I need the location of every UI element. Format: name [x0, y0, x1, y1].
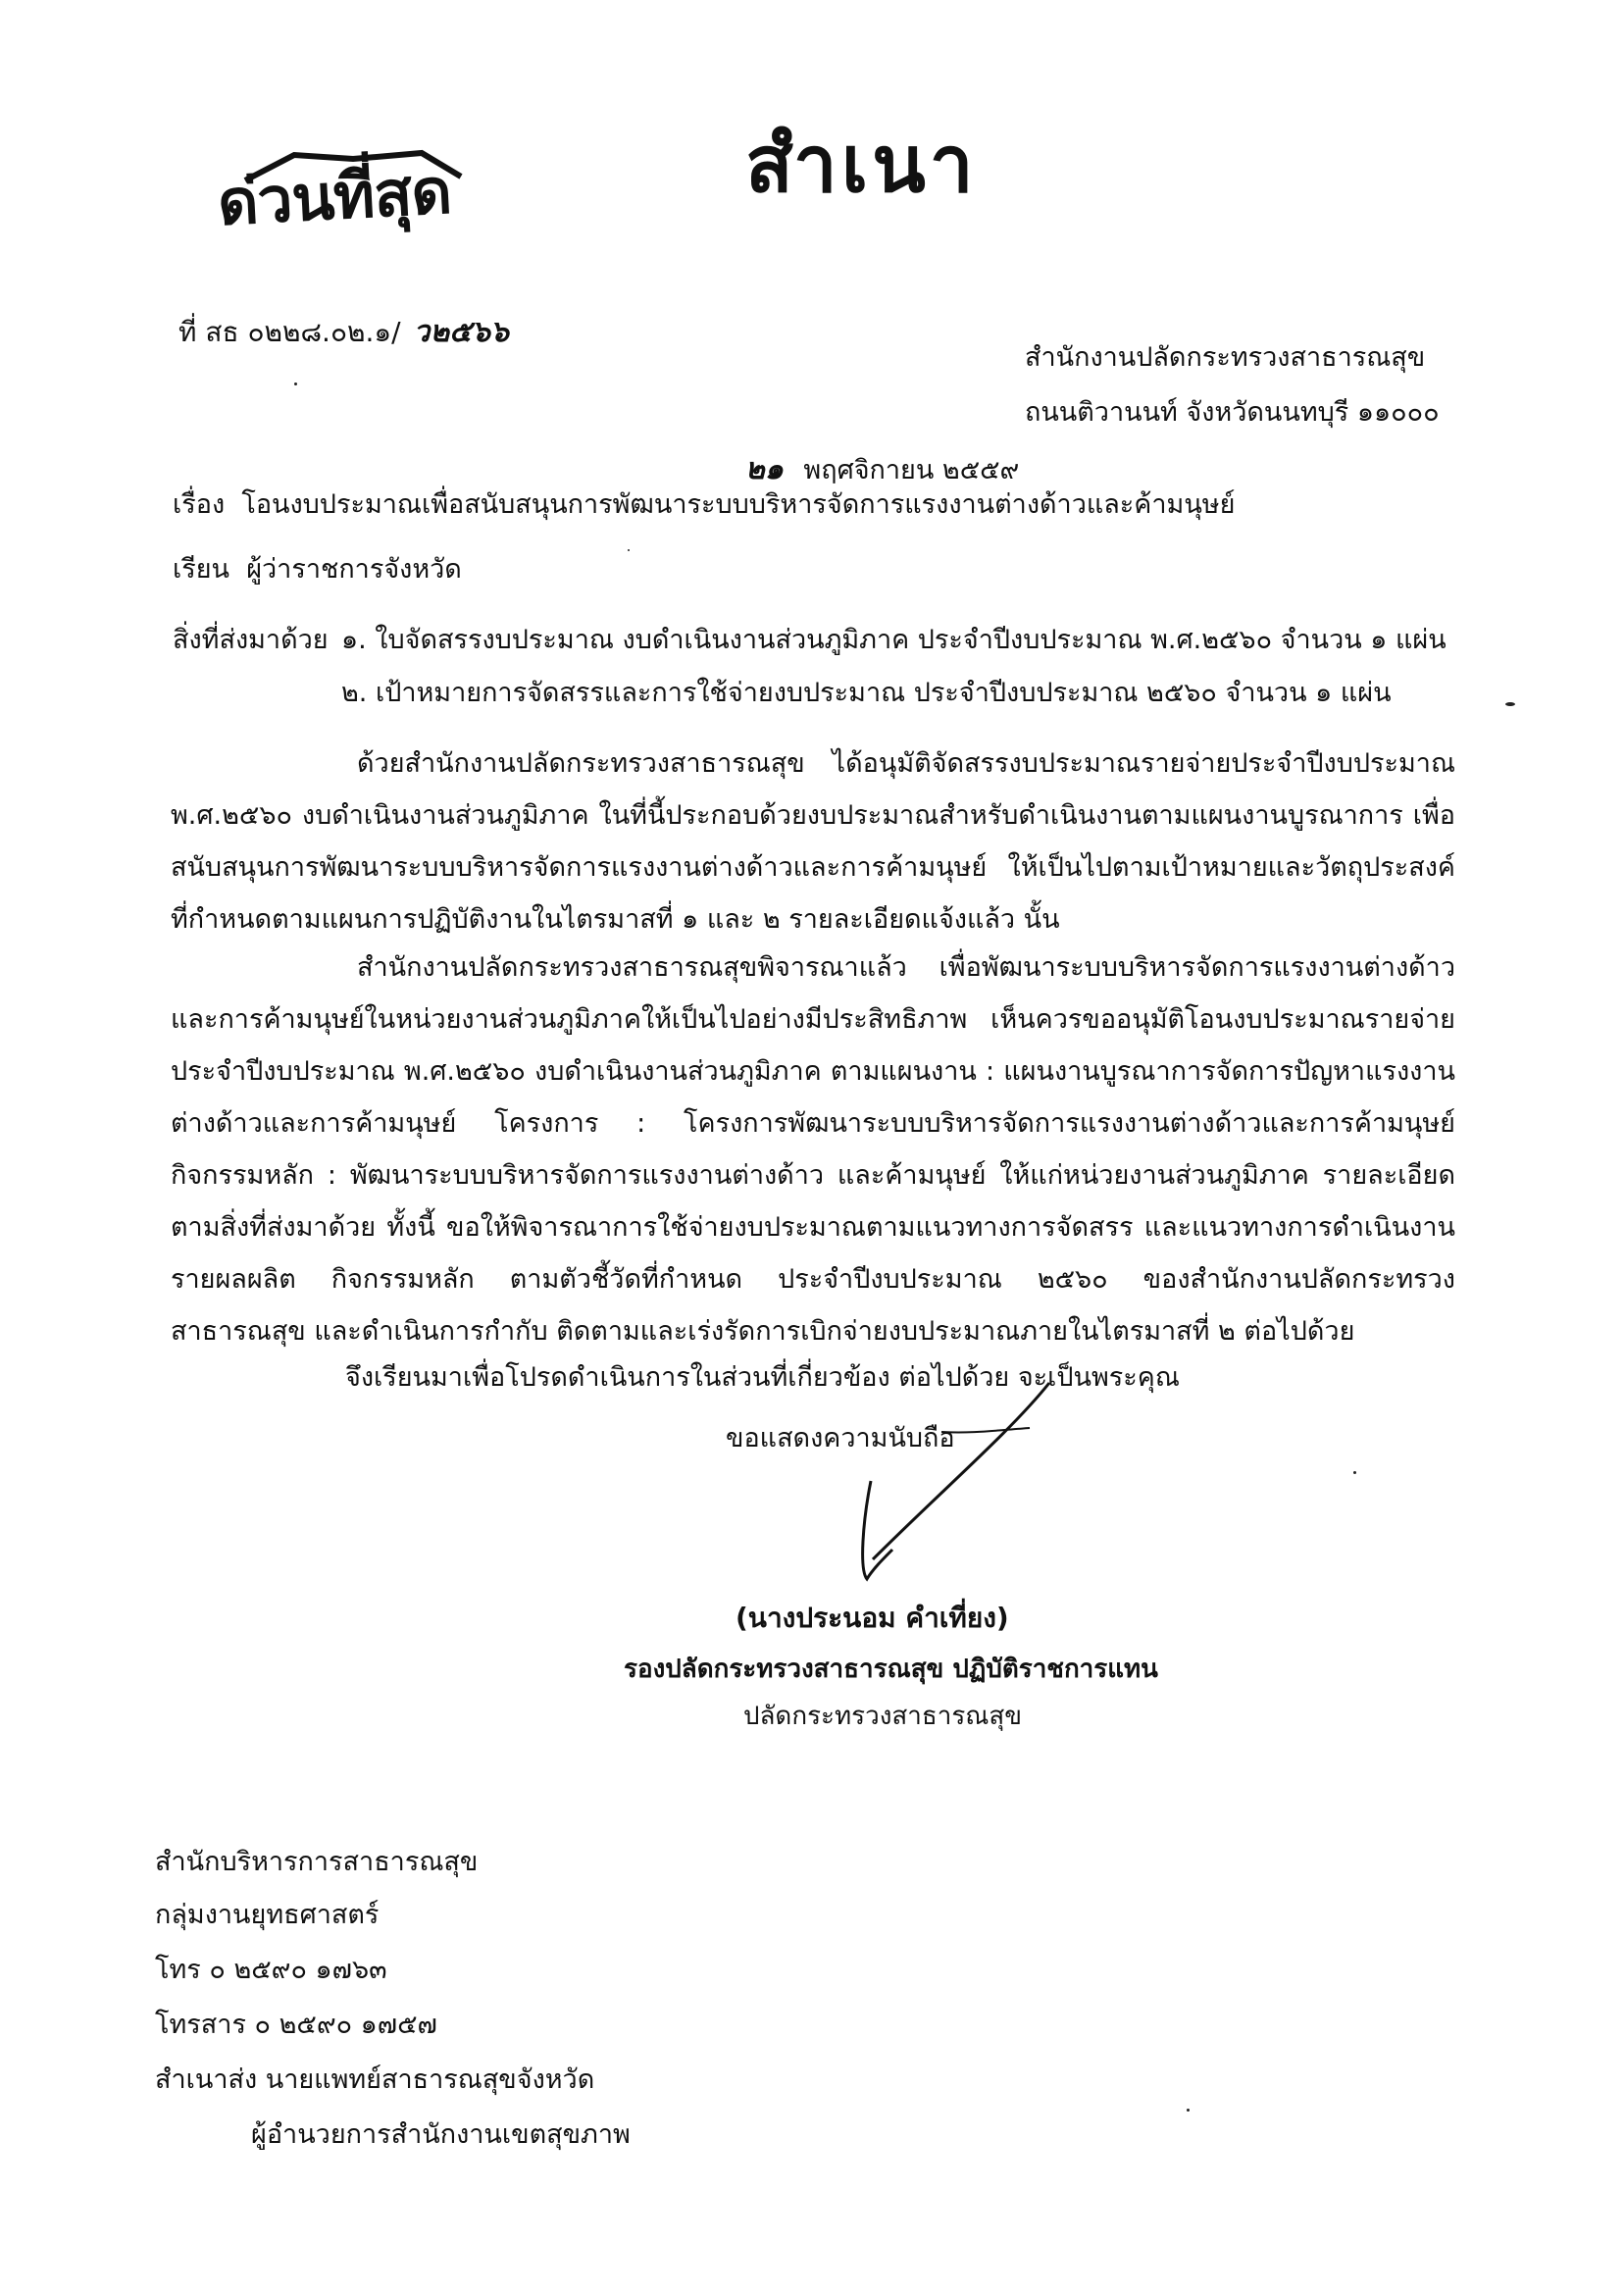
enclosure-item: ๒. เป้าหมายการจัดสรรและการใช้จ่ายงบประมาณ ประจำปีงบประมาณ ๒๕๖๐ จำนวน ๑ แผ่น — [341, 678, 1392, 708]
date-month-year: พฤศจิกายน ๒๕๕๙ — [803, 455, 1020, 485]
body-paragraph-2: สำนักงานปลัดกระทรวงสาธารณสุขพิจารณาแล้ว เพื่อพัฒนาระบบบริหารจัดการแรงงานต่างด้าวและการค้ามนุษย์ในหน่วยงานส่วนภูมิภาคให้เป็นไปอย่างมีประสิทธิภาพ เห็นควรขออนุมัติโอนงบประมาณรายจ่ายประจำปีงบประมาณ พ.ศ.๒๕๖๐ งบดำเนินงานส่วนภูมิภาค ตามแผนงาน : แผนงานบูรณาการจัดการปัญหาแรงงานต่างด้าวและการค้ามนุษย์ โครงการ : โครงการพัฒนาระบบบริหารจัดการแรงงานต่างด้าวและการค้ามนุษย์ กิจกรรมหลัก : พัฒนาระบบบริหารจัดการแรงงานต่างด้าว และค้ามนุษย์ ให้แก่หน่วยงานส่วนภูมิภาค รายละเอียดตามสิ่งที่ส่งมาด้วย ทั้งนี้ ขอให้พิจารณาการใช้จ่ายงบประมาณตามแนวทางการจัดสรร และแนวทางการดำเนินงาน รายผลผลิต กิจกรรมหลัก ตามตัวชี้วัดที่กำหนด ประจำปีงบประมาณ ๒๕๖๐ ของสำนักงานปลัดกระทรวงสาธารณสุข และดำเนินการกำกับ ติดตามและเร่งรัดการเบิกจ่ายงบประมาณภายในไตรมาสที่ ๒ ต่อไปด้วย — [171, 952, 1455, 1347]
subject-label: เรื่อง — [173, 489, 226, 520]
signatory-position-on-behalf: ปลัดกระทรวงสาธารณสุข — [743, 1702, 1023, 1731]
subject-line — [173, 488, 1235, 522]
scan-speck — [294, 382, 297, 385]
sender-organization: สำนักงานปลัดกระทรวงสาธารณสุข — [1025, 342, 1426, 373]
signature-icon — [824, 1373, 1118, 1608]
document-number — [178, 314, 509, 351]
subject-text: โอนงบประมาณเพื่อสนับสนุนการพัฒนาระบบบริหารจัดการแรงงานต่างด้าวและค้ามนุษย์ — [241, 489, 1236, 520]
document-date — [745, 451, 1019, 488]
body-paragraph-1: ด้วยสำนักงานปลัดกระทรวงสาธารณสุข ได้อนุมัติจัดสรรงบประมาณรายจ่ายประจำปีงบประมาณ พ.ศ.๒๕๖๐ งบดำเนินงานส่วนภูมิภาค ในที่นี้ประกอบด้วยงบประมาณสำหรับดำเนินงานตามแผนงานบูรณาการ เพื่อสนับสนุนการพัฒนาระบบบริหารจัดการแรงงานต่างด้าวและการค้ามนุษย์ ให้เป็นไปตามเป้าหมายและวัตถุประสงค์ที่กำหนดตามแผนการปฏิบัติงานในไตรมาสที่ ๑ และ ๒ รายละเอียดแจ้งแล้ว นั้น — [171, 748, 1455, 935]
closing-sentence: จึงเรียนมาเพื่อโปรดดำเนินการในส่วนที่เกี่ยวข้อง ต่อไปด้วย จะเป็นพระคุณ — [345, 1362, 1180, 1393]
signatory-position: รองปลัดกระทรวงสาธารณสุข ปฏิบัติราชการแทน — [624, 1655, 1158, 1684]
scan-speck — [1187, 2109, 1190, 2112]
document-number-prefix: ที่ สธ ๐๒๒๘.๐๒.๑/ — [178, 316, 401, 348]
signatory-name: (นางประนอม คำเที่ยง) — [736, 1602, 1009, 1634]
footer-division: กลุ่มงานยุทธศาสตร์ — [155, 1900, 380, 1930]
scan-speck — [628, 549, 630, 551]
footer-office: สำนักบริหารการสาธารณสุข — [155, 1847, 479, 1877]
footer-cc: สำเนาส่ง นายแพทย์สาธารณสุขจังหวัด — [155, 2064, 595, 2095]
scan-speck — [1353, 1471, 1356, 1474]
enclosure-item: ๑. ใบจัดสรรงบประมาณ งบดำเนินงานส่วนภูมิภาค ประจำปีงบประมาณ พ.ศ.๒๕๖๐ จำนวน ๑ แผ่น — [341, 625, 1446, 655]
recipient-line — [173, 553, 462, 586]
footer-cc-second: ผู้อำนวยการสำนักงานเขตสุขภาพ — [251, 2119, 631, 2150]
footer-phone: โทร ๐ ๒๕๙๐ ๑๗๖๓ — [155, 1955, 387, 1985]
enclosures-label: สิ่งที่ส่งมาด้วย — [173, 625, 329, 655]
copy-stamp: สำเนา — [745, 119, 978, 210]
date-day-handwritten: ๒๑ — [745, 452, 784, 486]
urgency-stamp: ด่วนที่สุด — [216, 155, 453, 240]
footer-fax: โทรสาร ๐ ๒๕๙๐ ๑๗๕๗ — [155, 2010, 437, 2040]
scan-speck — [1505, 702, 1515, 706]
sender-address: ถนนติวานนท์ จังหวัดนนทบุรี ๑๑๐๐๐ — [1025, 397, 1440, 428]
recipient-text: ผู้ว่าราชการจังหวัด — [246, 554, 462, 585]
document-number-handwritten: ว๒๕๖๖ — [413, 315, 509, 349]
regards: ขอแสดงความนับถือ — [726, 1423, 955, 1453]
recipient-label: เรียน — [173, 554, 230, 585]
